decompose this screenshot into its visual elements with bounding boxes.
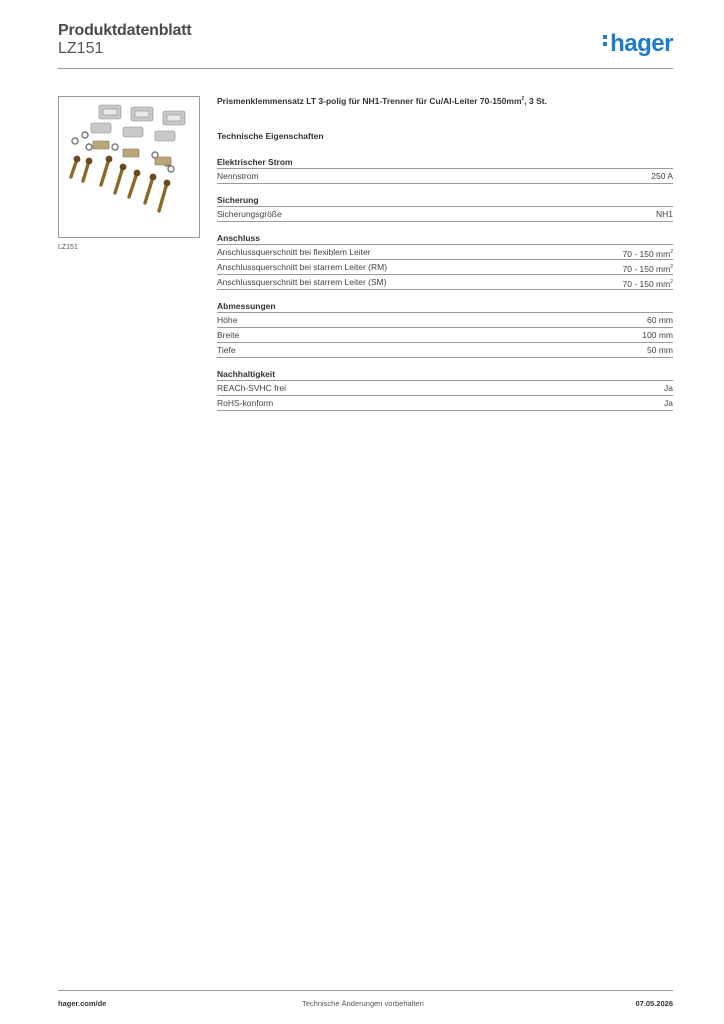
- header-divider: [58, 68, 673, 69]
- spec-row: [217, 312, 673, 327]
- spec-label: Tiefe: [217, 345, 236, 355]
- spec-value: 250 A: [651, 171, 673, 181]
- spec-row: [217, 274, 673, 290]
- spec-value: 70 - 150 $mm^2$: [622, 248, 673, 259]
- spec-row: [217, 380, 673, 395]
- spec-label: REACh-SVHC frei: [217, 383, 286, 393]
- technical-properties-heading: Technische Eigenschaften: [217, 131, 324, 141]
- product-image: [58, 96, 200, 238]
- group-title: Anschluss: [217, 233, 260, 243]
- group-dimensions: [217, 301, 673, 358]
- spec-value: 70 - 150 $mm^2$: [622, 263, 673, 274]
- spec-label: Höhe: [217, 315, 238, 325]
- spec-value: 60 mm: [647, 315, 673, 325]
- group-title: Nachhaltigkeit: [217, 369, 276, 379]
- product-specs: [217, 96, 673, 422]
- spec-value: 100 mm: [642, 330, 673, 340]
- spec-value: Ja: [664, 383, 673, 393]
- group-title: Abmessungen: [217, 301, 276, 311]
- spec-row: [217, 244, 673, 259]
- group-sustainability: [217, 369, 673, 411]
- product-description: Prismenklemmensatz LT 3-polig für NH1-Trenner für Cu/Al-Leiter $70-150mm^2$, 3 St.: [217, 96, 547, 106]
- spec-label: Sicherungsgröße: [217, 209, 282, 219]
- footer-notice: Technische Änderungen vorbehalten: [302, 999, 424, 1008]
- spec-label: Nennstrom: [217, 171, 259, 181]
- group-connection: [217, 233, 673, 290]
- spec-row: [217, 206, 673, 222]
- group-title: Sicherung: [217, 195, 259, 205]
- spec-label: Anschlussquerschnitt bei starrem Leiter (RM): [217, 262, 388, 272]
- spec-value: 70 - 150 $mm^2$: [622, 278, 673, 289]
- product-code: LZ151: [58, 40, 104, 57]
- footer-divider: [58, 990, 673, 991]
- spec-row: [217, 259, 673, 274]
- footer-date: 07.05.2026: [635, 999, 673, 1008]
- spec-row: [217, 342, 673, 358]
- page-header: [58, 20, 673, 68]
- spec-value: NH1: [655, 209, 673, 219]
- spec-row: [217, 168, 673, 184]
- hager-logo: hager: [603, 30, 673, 58]
- logo-dots-icon: [603, 32, 608, 49]
- terminal-kit-icon: [59, 97, 199, 237]
- spec-label: Breite: [217, 330, 240, 340]
- group-electrical-current: [217, 157, 673, 184]
- document-title: Produktdatenblatt: [58, 22, 192, 39]
- group-fuse: [217, 195, 673, 222]
- image-caption: LZ151: [58, 244, 78, 251]
- spec-value: 50 mm: [647, 345, 673, 355]
- spec-label: Anschlussquerschnitt bei flexiblem Leiter: [217, 247, 371, 257]
- group-title: Elektrischer Strom: [217, 157, 293, 167]
- footer-website-link[interactable]: hager.com/de: [58, 999, 107, 1008]
- spec-label: RoHS-konform: [217, 398, 274, 408]
- spec-row: [217, 395, 673, 411]
- spec-value: Ja: [664, 398, 673, 408]
- spec-label: Anschlussquerschnitt bei starrem Leiter (SM): [217, 277, 387, 287]
- spec-row: [217, 327, 673, 342]
